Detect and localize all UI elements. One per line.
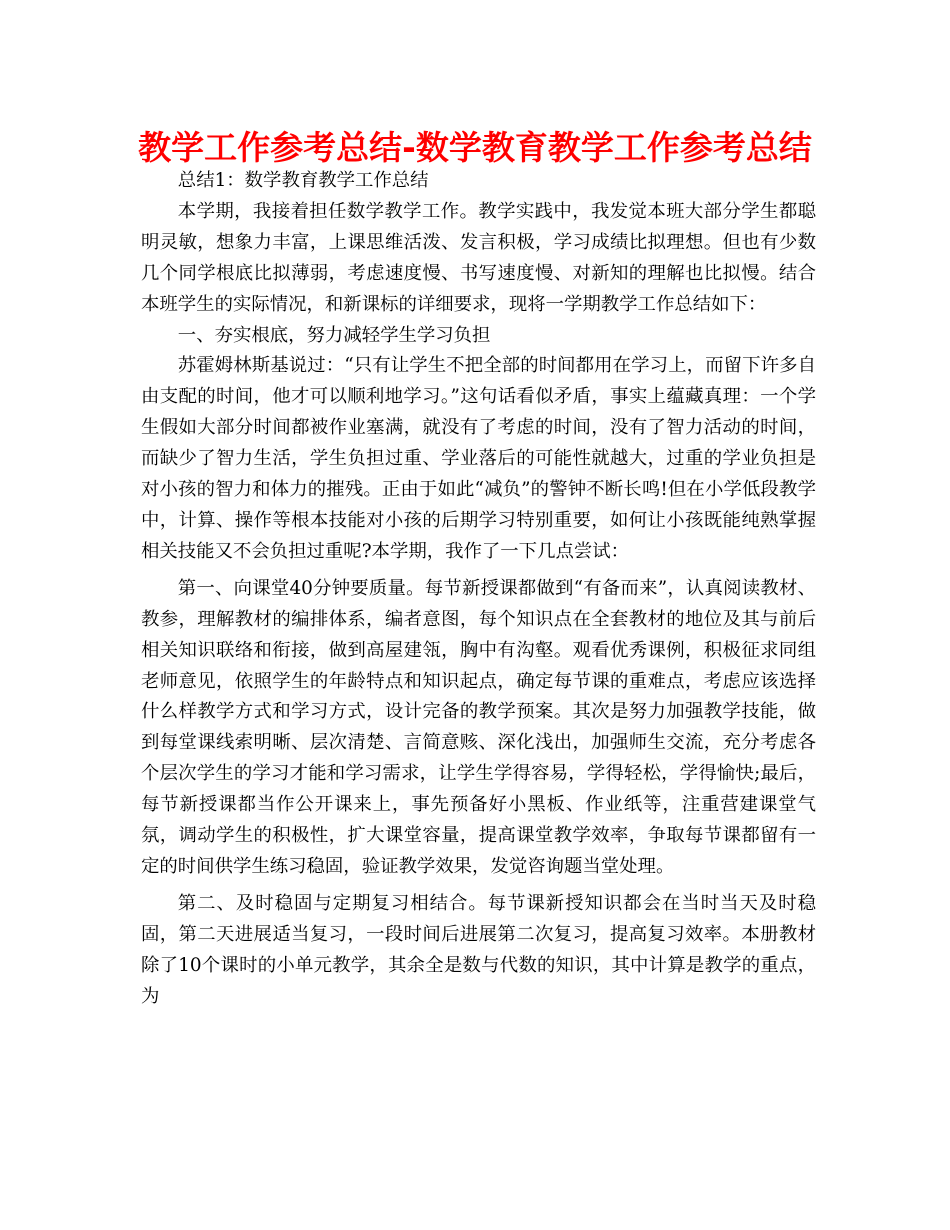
document-body xyxy=(141,166,816,1012)
paragraph-quote: 苏霍姆林斯基说过：“只有让学生不把全部的时间都用在学习上，而留下许多自由支配的时间，他才可以顺利地学习。”这句话看似矛盾，事实上蕴藏真理：一个学生假如大部分时间都被作业塞满，就没有了考虑的时间，没有了智力活动的时间，而缺少了智力生活，学生负担过重、学业落后的可能性就越大，过重的学业负担是对小孩的智力和体力的摧残。正由于如此“减负”的警钟不断长鸣!但在小学低段教学中，计算、操作等根本技能对小孩的后期学习特别重要，如何让小孩既能纯熟掌握相关技能又不会负担过重呢?本学期，我作了一下几点尝试： xyxy=(141,355,816,562)
paragraph-second-point: 第二、及时稳固与定期复习相结合。每节课新授知识都会在当时当天及时稳固，第二天进展适当复习，一段时间后进展第二次复习，提高复习效率。本册教材除了10个课时的小单元教学，其余全是数与代数的知识，其中计算是教学的重点，为 xyxy=(141,892,816,1007)
summary-heading: 总结1：数学教育教学工作总结 xyxy=(177,170,429,191)
document-title: 教学工作参考总结-数学教育教学工作参考总结 xyxy=(138,128,812,167)
paragraph-intro: 本学期，我接着担任数学教学工作。教学实践中，我发觉本班大部分学生都聪明灵敏，想象力丰富，上课思维活泼、发言积极，学习成绩比拟理想。但也有少数几个同学根底比拟薄弱，考虑速度慢、书写速度慢、对新知的理解也比拟慢。结合本班学生的实际情况，和新课标的详细要求，现将一学期教学工作总结如下： xyxy=(141,200,816,315)
section-heading-1: 一、夯实根底，努力减轻学生学习负担 xyxy=(177,324,491,346)
paragraph-first-point: 第一、向课堂40分钟要质量。每节新授课都做到“有备而来”，认真阅读教材、教参，理解教材的编排体系，编者意图，每个知识点在全套教材的地位及其与前后相关知识联络和衔接，做到高屋建瓴，胸中有沟壑。观看优秀课例，积极征求同组老师意见，依照学生的年龄特点和知识起点，确定每节课的重难点，考虑应该选择什么样教学方式和学习方式，设计完备的教学预案。其次是努力加强教学技能，做到每堂课线索明晰、层次清楚、言简意赅、深化浅出，加强师生交流，充分考虑各个层次学生的学习才能和学习需求，让学生学得容易，学得轻松，学得愉快;最后，每节新授课都当作公开课来上，事先预备好小黑板、作业纸等，注重营建课堂气氛，调动学生的积极性，扩大课堂容量，提高课堂教学效率，争取每节课都留有一定的时间供学生练习稳固，验证教学效果，发觉咨询题当堂处理。 xyxy=(141,577,816,877)
